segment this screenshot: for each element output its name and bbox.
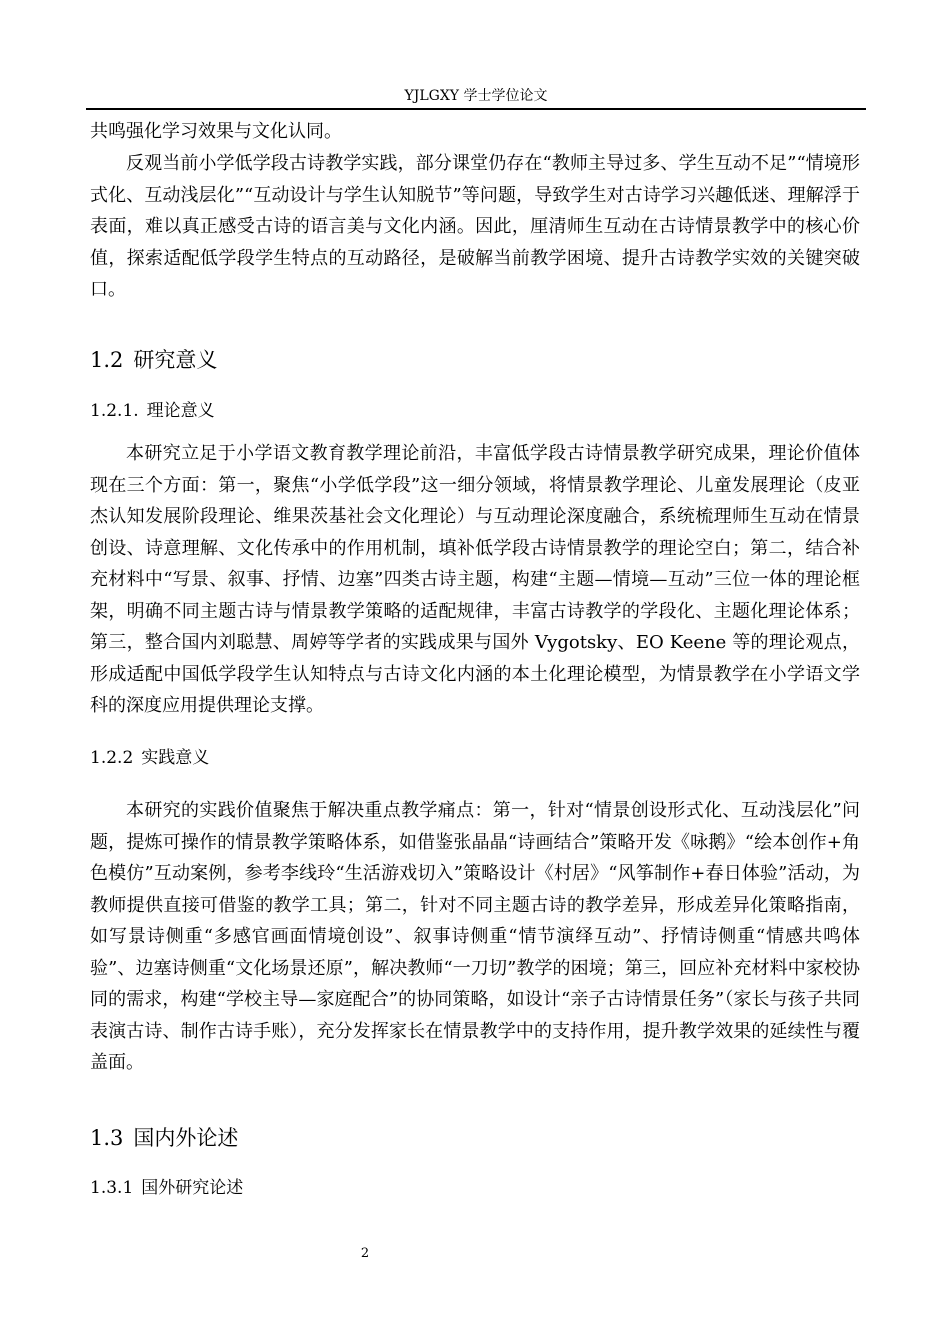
subsection-title: 国外研究论述	[141, 1178, 244, 1198]
page-number: 2	[360, 1246, 370, 1261]
section-title: 国内外论述	[133, 1126, 239, 1150]
subsection-number: 1.2.1.	[90, 401, 139, 421]
section-number: 1.3	[90, 1126, 124, 1150]
section-number: 1.2	[90, 348, 124, 372]
theory-significance-paragraph: 本研究立足于小学语文教育教学理论前沿，丰富低学段古诗情景教学研究成果，理论价值体现在三个方面：第一，聚焦“小学低学段”这一细分领域，将情景教学理论、儿童发展理论（皮亚杰认知发展阶段理论、维果茨基社会文化理论）与互动理论深度融合，系统梳理师生互动在情景创设、诗意理解、文化传承中的作用机制，填补低学段古诗情景教学的理论空白；第二，结合补充材料中“写景、叙事、抒情、边塞”四类古诗主题，构建“主题—情境—互动”三位一体的理论框架，明确不同主题古诗与情景教学策略的适配规律，丰富古诗教学的学段化、主题化理论体系；第三，整合国内刘聪慧、周婷等学者的实践成果与国外 Vygotsky、EO Keene 等的理论观点，形成适配中国低学段学生认知特点与古诗文化内涵的本土化理论模型，为情景教学在小学语文学科的深度应用提供理论支撑。	[90, 443, 860, 716]
section-heading-1-2	[90, 345, 217, 375]
practice-significance-paragraph: 本研究的实践价值聚焦于解决重点教学痛点：第一，针对“情景创设形式化、互动浅层化”问题，提炼可操作的情景教学策略体系，如借鉴张晶晶“诗画结合”策略开发《咏鹅》“绘本创作+角色模仿”互动案例，参考李线玲“生活游戏切入”策略设计《村居》“风筝制作+春日体验”活动，为教师提供直接可借鉴的教学工具；第二，针对不同主题古诗的教学差异，形成差异化策略指南，如写景诗侧重“多感官画面情境创设”、叙事诗侧重“情节演绎互动”、抒情诗侧重“情感共鸣体验”、边塞诗侧重“文化场景还原”，解决教师“一刀切”教学的困境；第三，回应补充材料中家校协同的需求，构建“学校主导—家庭配合”的协同策略，如设计“亲子古诗情景任务”（家长与孩子共同表演古诗、制作古诗手账），充分发挥家长在情景教学中的支持作用，提升教学效果的延续性与覆盖面。	[90, 800, 860, 1073]
section-title: 研究意义	[133, 348, 218, 372]
running-header: YJLGXY 学士学位论文	[404, 88, 548, 104]
subsection-heading-1-2-1	[90, 398, 215, 424]
subsection-number: 1.2.2	[90, 748, 134, 768]
intro-paragraph: 反观当前小学低学段古诗教学实践，部分课堂仍存在“教师主导过多、学生互动不足”“情境形式化、互动浅层化”“互动设计与学生认知脱节”等问题，导致学生对古诗学习兴趣低迷、理解浮于表面，难以真正感受古诗的语言美与文化内涵。因此，厘清师生互动在古诗情景教学中的核心价值，探索适配低学段学生特点的互动路径，是破解当前教学困境、提升古诗教学实效的关键突破口。	[90, 153, 860, 300]
subsection-title: 理论意义	[146, 401, 215, 421]
header-rule	[86, 108, 866, 110]
subsection-number: 1.3.1	[90, 1178, 134, 1198]
subsection-heading-1-2-2	[90, 745, 209, 771]
continuation-paragraph: 共鸣强化学习效果与文化认同。	[90, 121, 342, 142]
subsection-title: 实践意义	[141, 748, 210, 768]
section-heading-1-3	[90, 1123, 238, 1153]
subsection-heading-1-3-1	[90, 1175, 243, 1201]
